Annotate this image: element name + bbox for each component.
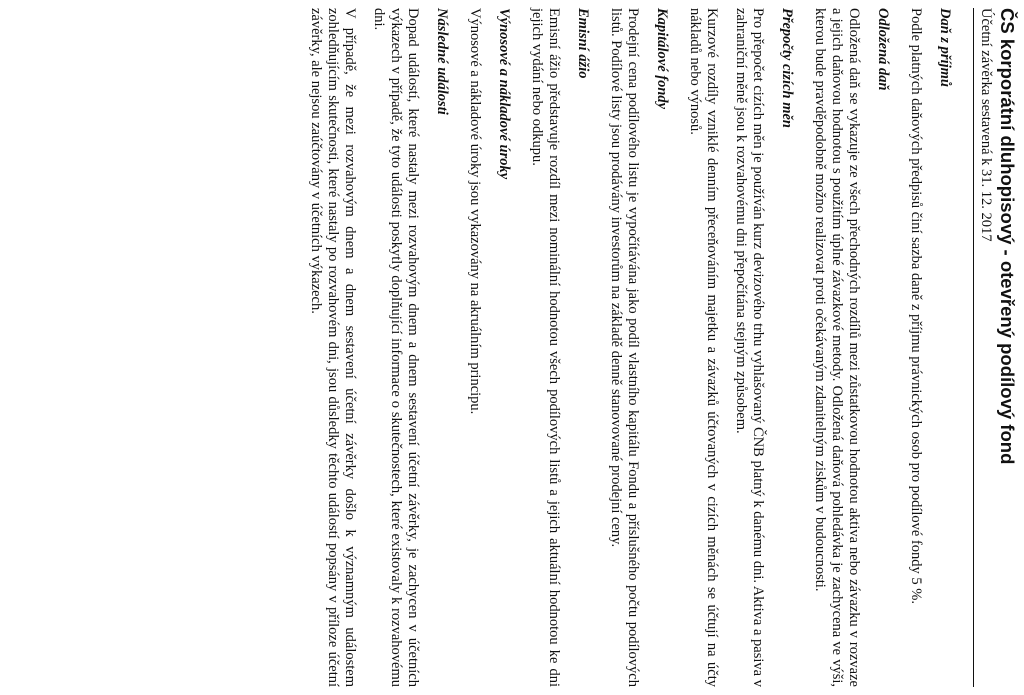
section-paragraph: Pro přepočet cizích měn je používán kurz devizového trhu vyhlašovaný ČNB platný k danému dni. Aktiva a pasiva v zahraniční měně jsou k rozvahovému dni přepočítána stejným způsobem. bbox=[733, 8, 766, 687]
section-paragraph: Dopad událostí, které nastaly mezi rozvahovým dnem a dnem sestavení účetní závěrky, je zachycen v účetních výkazech v případě, že tyto události poskytly doplňující informace o skutečnostech, které existovaly k rozvahovému dni. bbox=[371, 8, 421, 687]
document-title: ČS korporátní dluhopisový - otevřený podílový fond bbox=[997, 8, 1018, 465]
section-share-premium bbox=[528, 8, 591, 687]
section-heading: Odložená daň bbox=[875, 8, 891, 91]
section-currency-conversion bbox=[686, 8, 795, 687]
section-heading: Daň z příjmů bbox=[937, 8, 953, 87]
document-subtitle: Účetní závěrka sestavená k 31. 12. 2017 bbox=[973, 8, 994, 687]
section-paragraph: Odložená daň se vykazuje ze všech přechodných rozdílů mezi zůstatkovou hodnotou aktiva nebo závazku v rozvaze a jejich daňovou hodnotou s použitím úplné závazkové metody. Odložená daňová pohledávka je zachycena ve výši, kterou bude pravděpodobně možno realizovat proti očekávaným zdanitelným ziskům v budoucnosti. bbox=[812, 8, 862, 687]
section-paragraph: V případě, že mezi rozvahovým dnem a dnem sestavení účetní závěrky došlo k významným událostem zohledňujícím skutečnosti, které nastaly po rozvahovém dni, jsou důsledky těchto událostí popsány v příloze účetní závěrky, ale nejsou zaúčtovány v účetních výkazech. bbox=[308, 8, 358, 687]
section-income-tax bbox=[907, 8, 953, 687]
section-heading: Kapitálové fondy bbox=[654, 8, 670, 110]
section-paragraph: Výnosové a nákladové úroky jsou vykazovány na akruálním principu. bbox=[467, 8, 483, 415]
section-heading: Výnosové a nákladové úroky bbox=[496, 8, 512, 180]
section-interest bbox=[466, 8, 512, 687]
section-capital-funds bbox=[607, 8, 670, 687]
section-subsequent-events bbox=[307, 8, 450, 687]
section-heading: Přepočty cizích měn bbox=[779, 8, 795, 129]
section-paragraph: Emisní ážio představuje rozdíl mezi nominální hodnotou všech podílových listů a jejich aktuální hodnotou ke dni jejich vydání nebo odkupu. bbox=[529, 8, 562, 687]
section-paragraph: Prodejní cena podílového listu je vypočítávána jako podíl vlastního kapitálu Fondu a příslušného počtu podílových listů. Podílové listy jsou prodávány investorům na základě denně stanovované prodejní ceny. bbox=[608, 8, 641, 687]
section-heading: Následné události bbox=[434, 8, 450, 115]
section-deferred-tax bbox=[811, 8, 891, 687]
section-paragraph: Podle platných daňových předpisů činí sazba daně z příjmu právnických osob pro podílové fondy 5 %. bbox=[908, 8, 924, 604]
section-heading: Emisní ážio bbox=[575, 8, 591, 79]
section-paragraph: Kurzové rozdíly vzniklé denním přeceňováním majetku a závazků účtovaných v cizích měnách se účtují na účty nákladů nebo výnosů. bbox=[687, 8, 720, 687]
